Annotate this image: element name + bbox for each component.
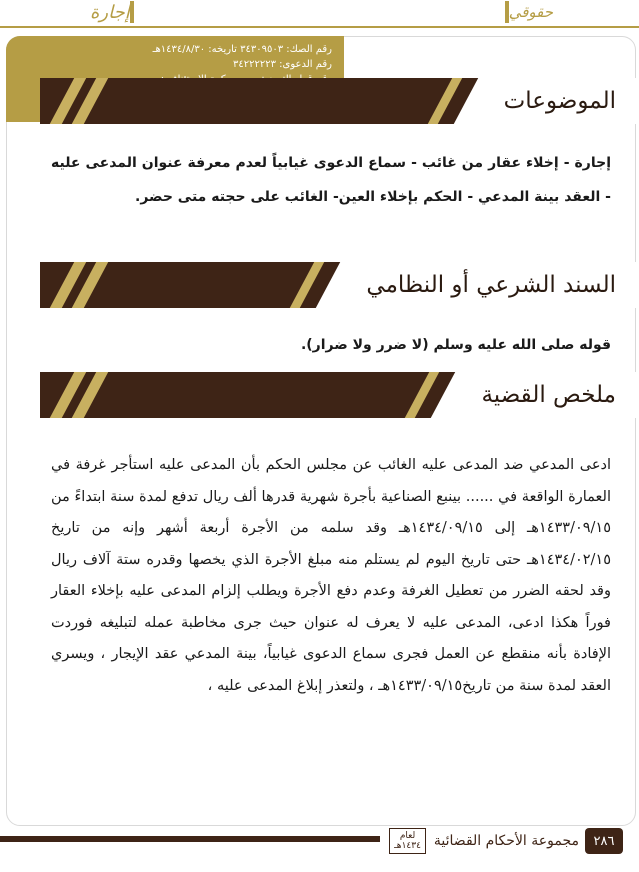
- header-tab-bar: [505, 1, 509, 23]
- band-stripe: [290, 262, 324, 308]
- header-category-tab: [90, 0, 140, 24]
- year-value: ١٤٣٤هـ: [394, 841, 421, 851]
- header-tab-bar: [130, 1, 134, 23]
- summary-title: ملخص القضية: [481, 382, 616, 408]
- deed-number: رقم الصك: ٣٤٣٠٩٥٠٣ تاريخه: ١٤٣٤/٨/٣٠هـ: [152, 44, 332, 55]
- basis-text: قوله صلى الله عليه وسلم (لا ضرر ولا ضرار).: [300, 337, 611, 353]
- header-category-label: إجارة: [90, 1, 130, 23]
- collection-name: مجموعة الأحكام القضائية: [433, 833, 579, 849]
- topics-text: إجارة - إخلاء عقار من غائب - سماع الدعوى غيابياً لعدم معرفة عنوان المدعى عليه - العقد بينة المدعي - الحكم بإخلاء العين- الغائب على حجته متى حضر.: [51, 155, 611, 205]
- basis-section-header: [40, 262, 636, 308]
- topics-section-header: [40, 78, 636, 124]
- topics-title: الموضوعات: [503, 88, 616, 114]
- page-number: ٢٨٦: [585, 828, 623, 854]
- header-type-label: حقوقي: [508, 3, 553, 21]
- summary-section-header: [40, 372, 636, 418]
- footer-divider: [0, 836, 380, 842]
- summary-text: ادعى المدعي ضد المدعى عليه الغائب عن مجلس الحكم بأن المدعى عليه استأجر غرفة في العمارة الواقعة في ...... بينبع الصناعية بأجرة شهرية قدرها ألف ريال تدفع لمدة سنة ابتداءً من ١٤٣٣/٠٩/١٥هـ إلى ١٤٣٤/٠٩/١٥هـ وقد سلمه من الأجرة أربعة أشهر وإنه من تاريخ ١٤٣٤/٠٢/١٥هـ حتى تاريخ اليوم لم يستلم منه مبلغ الأجرة الذي يخصها وقدره ستة آلاف ريال وقد لحقه الضرر من تعطيل الغرفة وعدم دفع الأجرة ويطلب إلزام المدعى عليه بإخلاء العقار فوراً هكذا ادعى، المدعى عليه لا يعرف له عنوان حيث جرى مخاطبة عمله لتبليغه فوردت الإفادة بأنه منقطع عن العمل فجرى سماع الدعوى غيابياً، بينة المدعي عقد الإيجار ، ويسري العقد لمدة سنة من تاريخ١٤٣٣/٠٩/١٥هـ ، ولتعذر إبلاغ المدعى عليه ،: [51, 457, 611, 694]
- band-stripe: [405, 372, 439, 418]
- header-divider: [0, 26, 639, 28]
- case-number: رقم الدعوى: ٣٤٢٢٢٢٢٣: [233, 59, 332, 70]
- band-stripe: [427, 78, 461, 124]
- footer-collection: [389, 826, 579, 856]
- title-plate: [457, 372, 636, 418]
- title-plate: [480, 78, 636, 124]
- header-type-tab: [499, 0, 553, 24]
- year-label: لعام: [399, 831, 416, 841]
- collection-year: [389, 828, 426, 854]
- title-plate: [342, 262, 636, 308]
- basis-title: السند الشرعي أو النظامي: [366, 272, 616, 298]
